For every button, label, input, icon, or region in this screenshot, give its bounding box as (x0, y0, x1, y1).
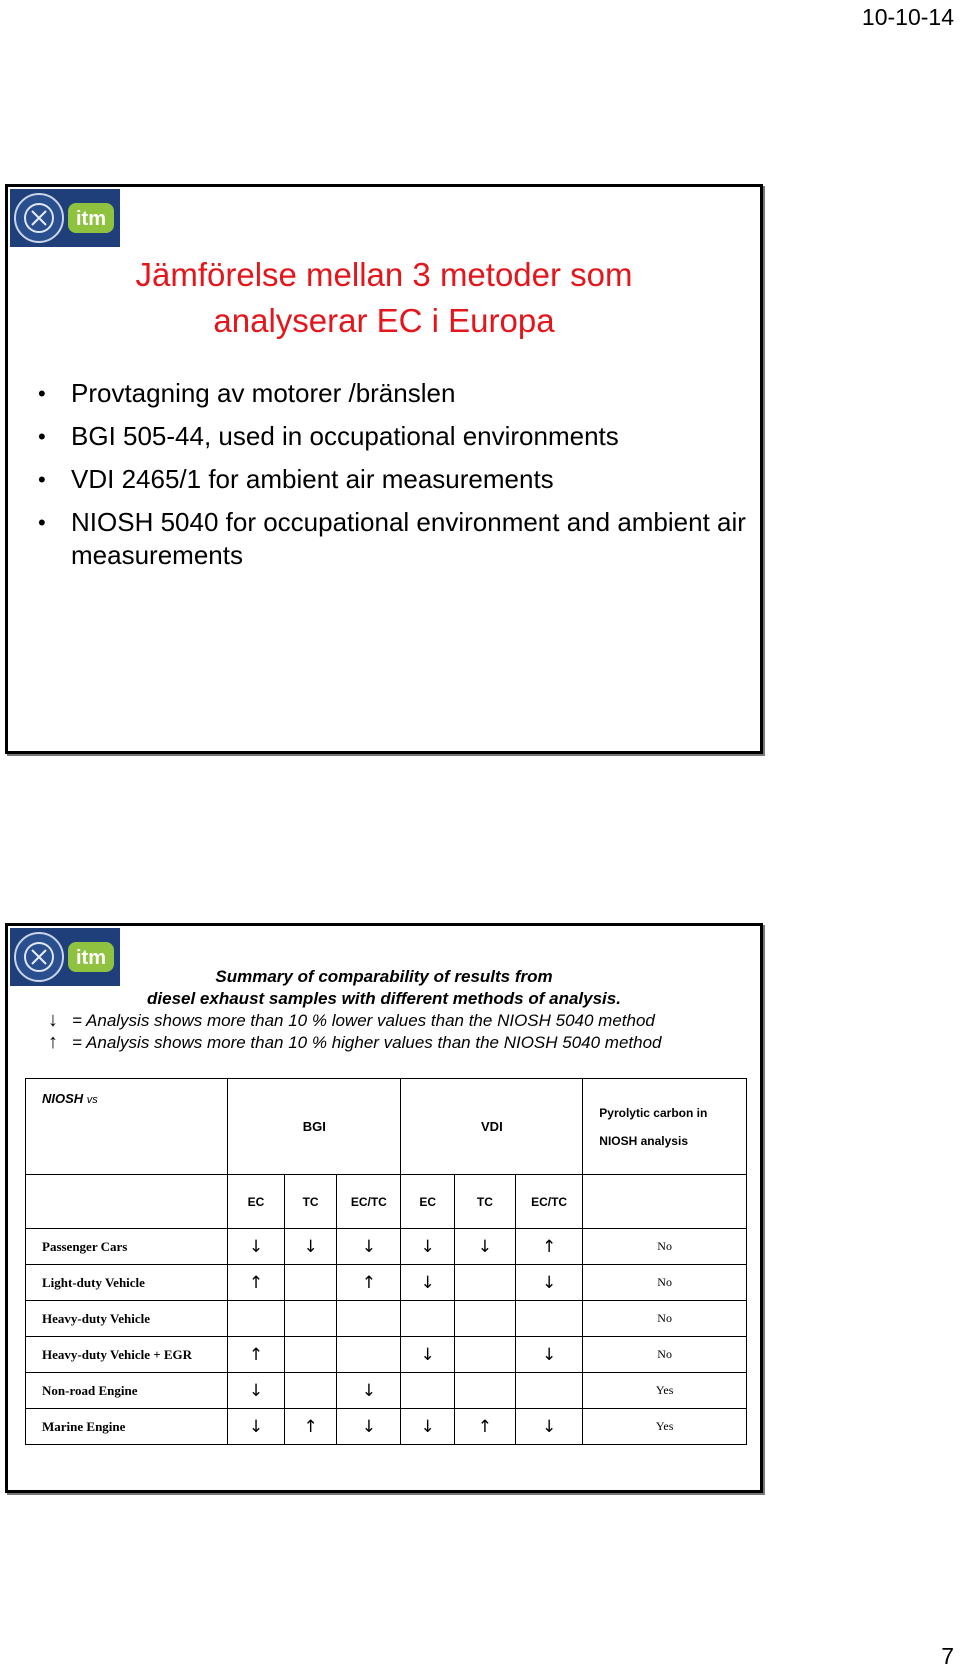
arrow-cell (454, 1337, 515, 1373)
arrow-cell (284, 1301, 336, 1337)
subheader-cell: TC (284, 1175, 336, 1229)
arrow-cell: ↓ (337, 1409, 401, 1445)
slide-title: Jämförelse mellan 3 metoder som analyserar EC i Europa (135, 256, 633, 339)
svg-text:itm: itm (76, 208, 106, 230)
slide-2 (5, 923, 763, 1493)
legend-down: ↓ = Analysis shows more than 10 % lower values than the NIOSH 5040 method (48, 1009, 655, 1031)
comparison-table (25, 1078, 747, 1445)
arrow-cell: ↓ (515, 1409, 582, 1445)
arrow-cell (515, 1373, 582, 1409)
subheader-cell: TC (454, 1175, 515, 1229)
row-label: Passenger Cars (26, 1229, 228, 1265)
arrow-cell: ↓ (228, 1373, 285, 1409)
arrow-cell (284, 1337, 336, 1373)
arrow-cell (515, 1301, 582, 1337)
subheader-cell: EC (401, 1175, 454, 1229)
arrow-cell (337, 1301, 401, 1337)
table-row (26, 1265, 747, 1301)
bullet-list (38, 377, 750, 582)
arrow-cell: ↓ (515, 1337, 582, 1373)
table-subheader-row (26, 1175, 747, 1229)
row-label: Heavy-duty Vehicle (26, 1301, 228, 1337)
subheader-cell: EC/TC (337, 1175, 401, 1229)
table-row (26, 1337, 747, 1373)
arrow-cell: ↑ (337, 1265, 401, 1301)
legend-up: ↑ = Analysis shows more than 10 % higher values than the NIOSH 5040 method (48, 1031, 662, 1053)
arrow-cell: ↓ (454, 1229, 515, 1265)
arrow-cell: ↑ (284, 1409, 336, 1445)
page-number: 7 (941, 1643, 954, 1669)
arrow-cell: ↓ (228, 1409, 285, 1445)
arrow-cell: ↓ (515, 1265, 582, 1301)
up-arrow-icon: ↑ (48, 1031, 58, 1053)
table-header-row (26, 1079, 747, 1175)
down-arrow-icon: ↓ (48, 1009, 58, 1031)
subheader-cell: EC/TC (515, 1175, 582, 1229)
row-label: Non-road Engine (26, 1373, 228, 1409)
arrow-cell: ↓ (337, 1373, 401, 1409)
arrow-cell: ↑ (515, 1229, 582, 1265)
row-label: Heavy-duty Vehicle + EGR (26, 1337, 228, 1373)
col-header-bgi: BGI (228, 1079, 401, 1175)
page-date: 10-10-14 (861, 4, 954, 30)
arrow-cell (401, 1301, 454, 1337)
corner-cell: NIOSH vs (26, 1079, 228, 1175)
pyrolytic-cell: No (583, 1265, 747, 1301)
subheader-cell: EC (228, 1175, 285, 1229)
col-header-vdi: VDI (401, 1079, 583, 1175)
arrow-cell (454, 1301, 515, 1337)
arrow-cell: ↑ (228, 1337, 285, 1373)
row-label: Light-duty Vehicle (26, 1265, 228, 1301)
slide-1 (5, 184, 763, 754)
bullet-item: • NIOSH 5040 for occupational environment and ambient air measurements (38, 506, 750, 572)
arrow-cell: ↓ (337, 1229, 401, 1265)
arrow-cell: ↓ (401, 1409, 454, 1445)
summary-title-line2: diesel exhaust samples with different methods of analysis. (147, 989, 621, 1008)
summary-title-line1: Summary of comparability of results from (215, 967, 553, 986)
table-row (26, 1373, 747, 1409)
arrow-cell (454, 1265, 515, 1301)
pyrolytic-cell: No (583, 1229, 747, 1265)
arrow-cell: ↓ (401, 1265, 454, 1301)
bullet-item: • BGI 505-44, used in occupational environments (38, 420, 750, 453)
pyrolytic-cell: Yes (583, 1409, 747, 1445)
arrow-cell: ↓ (228, 1229, 285, 1265)
bullet-item: • VDI 2465/1 for ambient air measurements (38, 463, 750, 496)
arrow-cell: ↑ (228, 1265, 285, 1301)
arrow-cell (454, 1373, 515, 1409)
arrow-cell (228, 1301, 285, 1337)
pyrolytic-cell: No (583, 1337, 747, 1373)
arrow-cell: ↓ (401, 1229, 454, 1265)
arrow-cell (337, 1337, 401, 1373)
summary-block (8, 966, 760, 1054)
arrow-cell (401, 1373, 454, 1409)
arrow-cell: ↓ (401, 1337, 454, 1373)
table-row (26, 1229, 747, 1265)
arrow-cell: ↓ (284, 1229, 336, 1265)
arrow-cell: ↑ (454, 1409, 515, 1445)
arrow-cell (284, 1373, 336, 1409)
svg-text:itm: itm (76, 947, 106, 969)
table-row (26, 1301, 747, 1337)
pyrolytic-cell: Yes (583, 1373, 747, 1409)
itm-logo (10, 189, 120, 247)
arrow-cell (284, 1265, 336, 1301)
table-row (26, 1409, 747, 1445)
bullet-item: • Provtagning av motorer /bränslen (38, 377, 750, 410)
pyrolytic-cell: No (583, 1301, 747, 1337)
row-label: Marine Engine (26, 1409, 228, 1445)
col-header-pyrolytic: Pyrolytic carbon in NIOSH analysis (583, 1079, 747, 1175)
